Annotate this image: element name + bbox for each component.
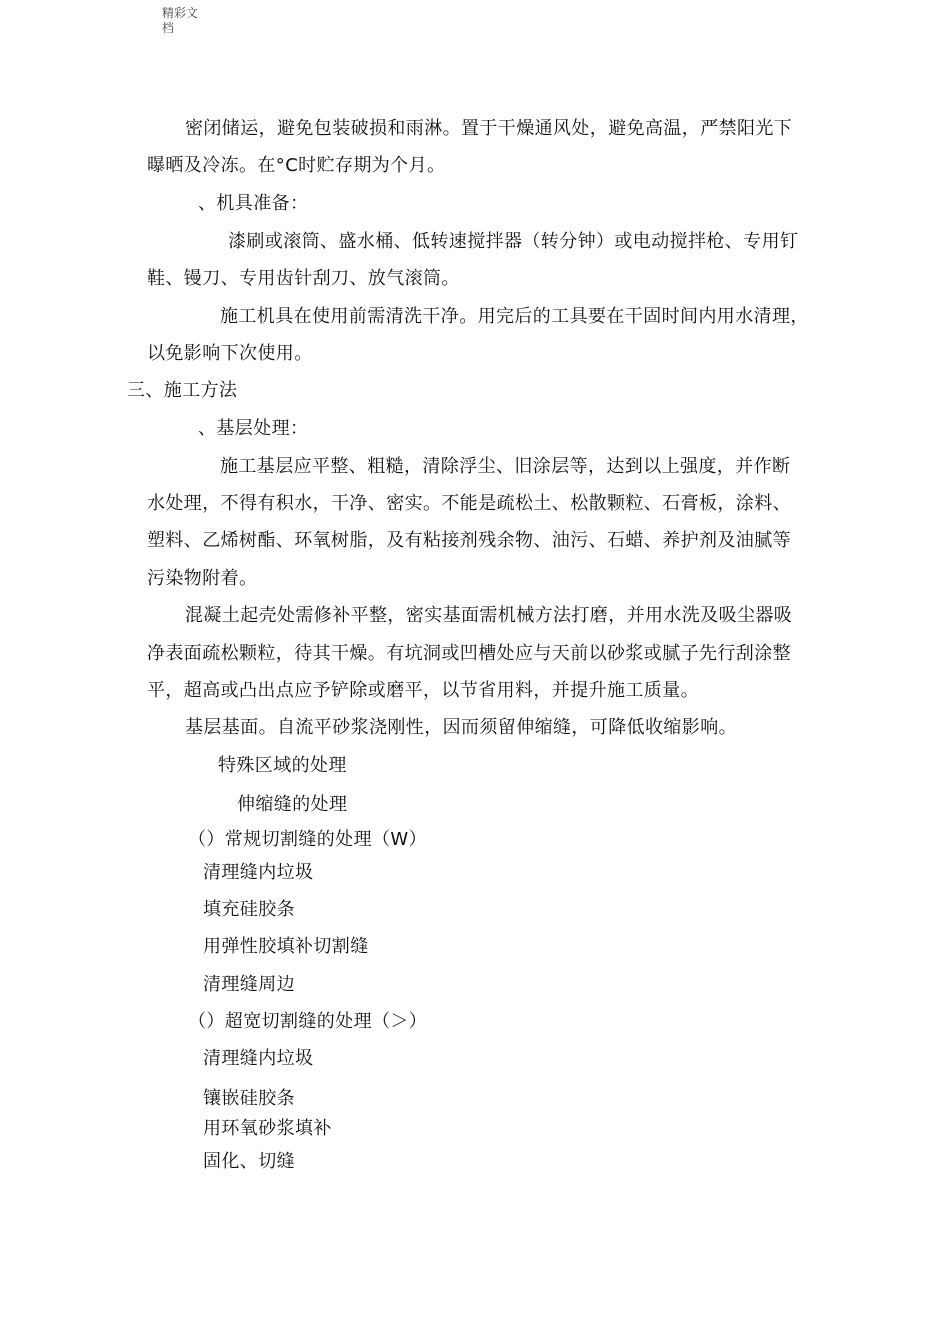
tools-heading: 、机具准备： (198, 193, 309, 214)
regular-step-2: 填充硅胶条 (203, 899, 295, 920)
base-paragraph-1-line-1: 施工基层应平整、粗糙，清除浮尘、旧涂层等，达到以上强度，并作断 (220, 456, 791, 477)
base-treatment-heading: 、基层处理： (198, 418, 309, 439)
storage-paragraph-line-2: 曝晒及冷冻。在°C时贮存期为个月。 (147, 155, 446, 176)
regular-step-3: 用弹性胶填补切割缝 (203, 936, 369, 957)
tools-paragraph-1-line-1: 漆刷或滚筒、盛水桶、低转速搅拌器（转分钟）或电动搅拌枪、专用钉 (228, 231, 799, 252)
base-paragraph-2-line-3: 平，超高或凸出点应予铲除或磨平，以节省用料，并提升施工质量。 (147, 680, 699, 701)
page-header (162, 6, 222, 36)
regular-step-1: 清理缝内垃圾 (203, 862, 314, 883)
wide-step-3: 用环氧砂浆填补 (203, 1118, 332, 1139)
tools-paragraph-2-line-2: 以免影响下次使用。 (147, 343, 313, 364)
regular-cut-joint-heading: （）常规切割缝的处理（W） (188, 829, 427, 850)
wide-step-2: 镶嵌硅胶条 (203, 1088, 295, 1109)
regular-step-4: 清理缝周边 (203, 974, 295, 995)
base-paragraph-1-line-3: 塑料、乙烯树酯、环氧树脂，及有粘接剂残余物、油污、石蜡、养护剂及油腻等 (147, 530, 791, 551)
tools-paragraph-1-line-2: 鞋、镘刀、专用齿针刮刀、放气滚筒。 (147, 268, 460, 289)
wide-cut-joint-heading: （）超宽切割缝的处理（＞） (188, 1011, 428, 1032)
special-area-heading: 特殊区域的处理 (218, 755, 347, 776)
storage-paragraph-line-1: 密闭储运，避免包装破损和雨淋。置于干燥通风处，避免高温，严禁阳光下 (185, 118, 793, 139)
wide-step-1: 清理缝内垃圾 (203, 1048, 314, 1069)
base-paragraph-1-line-2: 水处理，不得有积水，干净、密实。不能是疏松土、松散颗粒、石膏板，涂料、 (147, 493, 791, 514)
section-heading-construction-method: 三、施工方法 (127, 380, 238, 401)
base-paragraph-2-line-1: 混凝土起壳处需修补平整，密实基面需机械方法打磨，并用水洗及吸尘器吸 (185, 605, 793, 626)
wide-step-4: 固化、切缝 (203, 1151, 295, 1172)
base-paragraph-2-line-2: 净表面疏松颗粒，待其干燥。有坑洞或凹槽处应与天前以砂浆或腻子先行刮涂整 (147, 643, 791, 664)
header-line-1: 精彩文 (162, 6, 199, 20)
base-paragraph-1-line-4: 污染物附着。 (147, 568, 258, 589)
header-line-2: 档 (162, 21, 175, 35)
base-paragraph-3: 基层基面。自流平砂浆浇刚性，因而须留伸缩缝，可降低收缩影响。 (185, 717, 737, 738)
expansion-joint-heading: 伸缩缝的处理 (237, 794, 348, 815)
tools-paragraph-2-line-1: 施工机具在使用前需清洗干净。用完后的工具要在干固时间内用水清理， (220, 306, 809, 327)
